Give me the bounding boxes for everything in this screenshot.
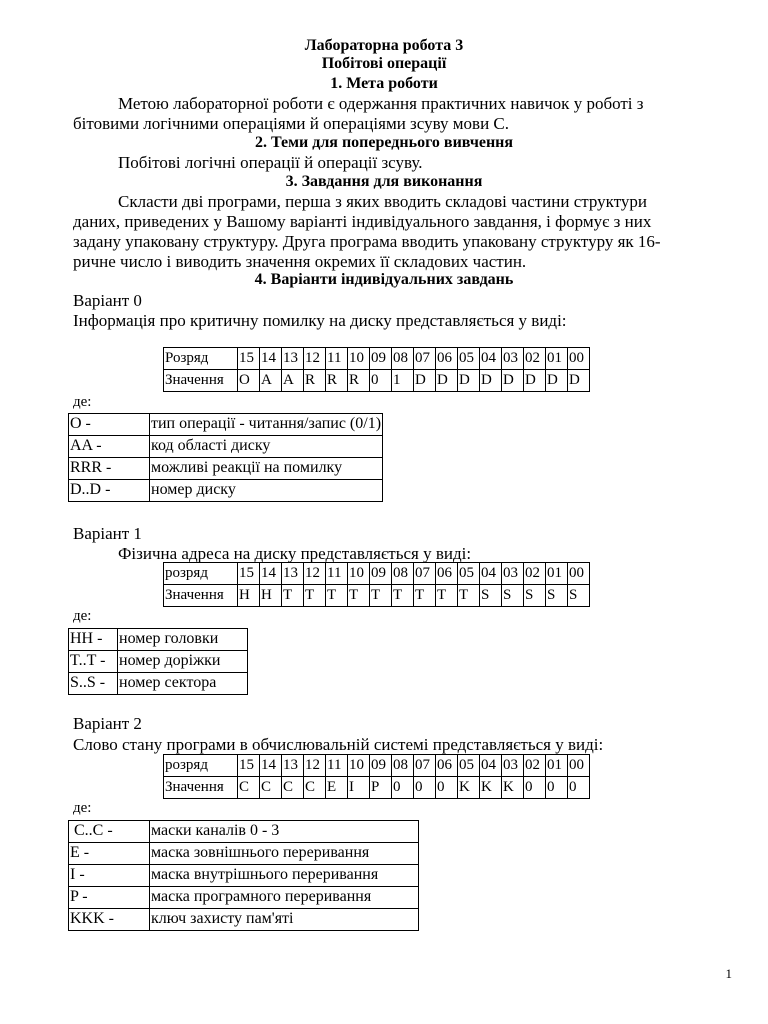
bit-number-cell: 12 — [304, 348, 326, 370]
bit-number-cell: 10 — [348, 563, 370, 585]
bit-number-cell: 06 — [436, 563, 458, 585]
legend-field-code: E - — [69, 843, 150, 865]
bit-value-cell: 0 — [568, 777, 590, 799]
bit-number-cell: 08 — [392, 348, 414, 370]
bit-number-cell: 04 — [480, 563, 502, 585]
bit-value-cell: D — [546, 370, 568, 392]
legend-field-code: D..D - — [69, 480, 150, 502]
legend-field-description: маски каналів 0 - 3 — [150, 821, 419, 843]
bit-value-cell: I — [348, 777, 370, 799]
variant-2-title: Варіант 2 — [73, 714, 142, 733]
legend-row — [69, 436, 383, 458]
bit-number-cell: 02 — [524, 755, 546, 777]
bit-number-cell: 14 — [260, 348, 282, 370]
bit-value-cell: C — [304, 777, 326, 799]
bit-value-row — [164, 777, 590, 799]
bit-value-cell: A — [282, 370, 304, 392]
section-3-text-line-1: Скласти дві програми, перша з яких вводить складові частини структури — [118, 192, 648, 211]
bit-value-cell: D — [414, 370, 436, 392]
bit-number-cell: 01 — [546, 348, 568, 370]
variant-1-title: Варіант 1 — [73, 524, 142, 543]
bit-number-cell: 15 — [238, 348, 260, 370]
bit-number-cell: 08 — [392, 755, 414, 777]
bit-number-cell: 09 — [370, 755, 392, 777]
legend-field-code: T..T - — [69, 651, 118, 673]
legend-row — [69, 865, 419, 887]
bit-value-cell: T — [326, 585, 348, 607]
bit-number-cell: 05 — [458, 563, 480, 585]
legend-row — [69, 458, 383, 480]
legend-field-description: маска внутрішнього переривання — [150, 865, 419, 887]
bit-value-cell: R — [348, 370, 370, 392]
legend-field-description: код області диску — [150, 436, 383, 458]
legend-field-description: маска зовнішнього переривання — [150, 843, 419, 865]
bit-value-cell: S — [524, 585, 546, 607]
legend-field-code: KKK - — [69, 909, 150, 931]
bit-number-cell: 03 — [502, 348, 524, 370]
variant-2-description: Слово стану програми в обчислювальній системі представляється у виді: — [73, 735, 604, 754]
bit-number-cell: 08 — [392, 563, 414, 585]
bit-number-cell: 05 — [458, 755, 480, 777]
bit-value-cell: H — [260, 585, 282, 607]
bit-number-cell: 13 — [282, 348, 304, 370]
legend-row — [69, 651, 248, 673]
bit-number-cell: 15 — [238, 563, 260, 585]
bit-number-cell: 09 — [370, 348, 392, 370]
bit-value-cell: T — [282, 585, 304, 607]
bit-number-cell: 07 — [414, 563, 436, 585]
variant-0-legend-table — [68, 413, 383, 502]
bit-number-cell: 06 — [436, 348, 458, 370]
bit-number-cell: 07 — [414, 348, 436, 370]
bit-value-cell: P — [370, 777, 392, 799]
bit-number-cell: 13 — [282, 563, 304, 585]
bit-value-cell: R — [326, 370, 348, 392]
bit-value-cell: D — [502, 370, 524, 392]
legend-field-description: можливі реакції на помилку — [150, 458, 383, 480]
bit-value-cell: T — [392, 585, 414, 607]
bit-value-cell: S — [480, 585, 502, 607]
bit-number-cell: 01 — [546, 563, 568, 585]
section-3-heading: 3. Завдання для виконання — [285, 173, 483, 190]
bit-value-cell: C — [238, 777, 260, 799]
bit-value-cell: T — [414, 585, 436, 607]
bit-number-cell: 03 — [502, 563, 524, 585]
section-2-text: Побітові логічні операції й операції зсуву. — [118, 153, 423, 172]
bit-value-row — [164, 370, 590, 392]
legend-field-code: P - — [69, 887, 150, 909]
page-number: 1 — [725, 966, 732, 981]
bit-number-cell: 15 — [238, 755, 260, 777]
doc-subtitle: Побітові операції — [321, 55, 447, 72]
legend-field-code: O - — [69, 414, 150, 436]
variant-1-where-label: де: — [73, 608, 92, 624]
value-row-label: Значення — [164, 370, 238, 392]
variant-0-where-label: де: — [73, 394, 92, 410]
bit-number-cell: 02 — [524, 348, 546, 370]
bit-number-cell: 04 — [480, 755, 502, 777]
bit-value-cell: R — [304, 370, 326, 392]
bit-value-cell: T — [370, 585, 392, 607]
doc-title: Лабораторна робота 3 — [304, 37, 464, 54]
bit-number-cell: 13 — [282, 755, 304, 777]
bit-value-cell: S — [546, 585, 568, 607]
variant-2-where-label: де: — [73, 800, 92, 816]
bit-number-row — [164, 563, 590, 585]
bit-number-cell: 12 — [304, 563, 326, 585]
legend-field-description: маска програмного переривання — [150, 887, 419, 909]
value-row-label: Значення — [164, 585, 238, 607]
legend-row — [69, 821, 419, 843]
bit-value-cell: D — [436, 370, 458, 392]
section-2-heading: 2. Теми для попереднього вивчення — [254, 134, 514, 151]
bit-row-label: Розряд — [164, 348, 238, 370]
variant-0-bit-table — [163, 347, 590, 392]
bit-value-cell: D — [458, 370, 480, 392]
legend-field-code: HH - — [69, 629, 118, 651]
legend-field-code: C..C - — [69, 821, 150, 843]
bit-value-cell: T — [436, 585, 458, 607]
legend-field-description: тип операції - читання/запис (0/1) — [150, 414, 383, 436]
bit-value-cell: 0 — [524, 777, 546, 799]
bit-value-cell: 0 — [414, 777, 436, 799]
legend-field-description: ключ захисту пам'яті — [150, 909, 419, 931]
bit-value-cell: D — [568, 370, 590, 392]
bit-number-cell: 09 — [370, 563, 392, 585]
section-4-heading: 4. Варіанти індивідуальних завдань — [254, 271, 514, 288]
bit-value-cell: S — [568, 585, 590, 607]
legend-field-description: номер диску — [150, 480, 383, 502]
bit-number-cell: 10 — [348, 755, 370, 777]
legend-row — [69, 414, 383, 436]
variant-2-legend-table — [68, 820, 419, 931]
legend-field-code: I - — [69, 865, 150, 887]
bit-value-row — [164, 585, 590, 607]
bit-value-cell: T — [304, 585, 326, 607]
bit-number-row — [164, 348, 590, 370]
bit-value-cell: 0 — [392, 777, 414, 799]
bit-value-cell: H — [238, 585, 260, 607]
variant-1-bit-table — [163, 562, 590, 607]
bit-number-cell: 07 — [414, 755, 436, 777]
bit-value-cell: D — [480, 370, 502, 392]
bit-number-cell: 03 — [502, 755, 524, 777]
legend-field-description: номер доріжки — [118, 651, 248, 673]
bit-value-cell: C — [282, 777, 304, 799]
legend-row — [69, 629, 248, 651]
bit-value-cell: 0 — [370, 370, 392, 392]
legend-field-code: S..S - — [69, 673, 118, 695]
section-1-text-line-1: Метою лабораторної роботи є одержання практичних навичок у роботі з — [118, 94, 644, 113]
variant-2-bit-table — [163, 754, 590, 799]
section-3-text-line-2: даних, приведених у Вашому варіанті індивідуального завдання, і формує з них — [73, 212, 652, 231]
bit-number-cell: 14 — [260, 755, 282, 777]
bit-value-cell: O — [238, 370, 260, 392]
variant-0-description: Інформація про критичну помилку на диску представляється у виді: — [73, 311, 567, 330]
bit-number-cell: 00 — [568, 563, 590, 585]
legend-row — [69, 843, 419, 865]
bit-number-cell: 05 — [458, 348, 480, 370]
bit-value-cell: T — [458, 585, 480, 607]
legend-field-description: номер головки — [118, 629, 248, 651]
bit-value-cell: D — [524, 370, 546, 392]
bit-row-label: розряд — [164, 563, 238, 585]
bit-value-cell: S — [502, 585, 524, 607]
bit-number-cell: 11 — [326, 348, 348, 370]
variant-0-title: Варіант 0 — [73, 291, 142, 310]
bit-value-cell: A — [260, 370, 282, 392]
bit-value-cell: K — [480, 777, 502, 799]
bit-row-label: розряд — [164, 755, 238, 777]
legend-row — [69, 909, 419, 931]
section-3-text-line-3: задану упаковану структуру. Друга програма вводить упаковану структуру як 16- — [73, 232, 661, 251]
legend-row — [69, 887, 419, 909]
bit-number-row — [164, 755, 590, 777]
section-1-heading: 1. Мета роботи — [330, 75, 438, 92]
value-row-label: Значення — [164, 777, 238, 799]
bit-value-cell: 0 — [436, 777, 458, 799]
bit-number-cell: 11 — [326, 755, 348, 777]
legend-row — [69, 480, 383, 502]
bit-value-cell: K — [502, 777, 524, 799]
legend-field-code: RRR - — [69, 458, 150, 480]
variant-1-legend-table — [68, 628, 248, 695]
section-1-text-line-2: бітовими логічними операціями й операціями зсуву мови С. — [73, 114, 510, 133]
bit-number-cell: 11 — [326, 563, 348, 585]
bit-number-cell: 02 — [524, 563, 546, 585]
bit-value-cell: T — [348, 585, 370, 607]
section-3-text-line-4: ричне число і виводить значення окремих її складових частин. — [73, 252, 527, 271]
legend-field-code: AA - — [69, 436, 150, 458]
bit-number-cell: 12 — [304, 755, 326, 777]
bit-number-cell: 06 — [436, 755, 458, 777]
bit-value-cell: E — [326, 777, 348, 799]
bit-number-cell: 01 — [546, 755, 568, 777]
bit-value-cell: 1 — [392, 370, 414, 392]
legend-field-description: номер сектора — [118, 673, 248, 695]
bit-number-cell: 00 — [568, 755, 590, 777]
bit-value-cell: C — [260, 777, 282, 799]
variant-1-description: Фізична адреса на диску представляється у виді: — [118, 544, 472, 563]
bit-number-cell: 04 — [480, 348, 502, 370]
bit-number-cell: 00 — [568, 348, 590, 370]
legend-row — [69, 673, 248, 695]
bit-number-cell: 14 — [260, 563, 282, 585]
bit-value-cell: K — [458, 777, 480, 799]
bit-number-cell: 10 — [348, 348, 370, 370]
bit-value-cell: 0 — [546, 777, 568, 799]
